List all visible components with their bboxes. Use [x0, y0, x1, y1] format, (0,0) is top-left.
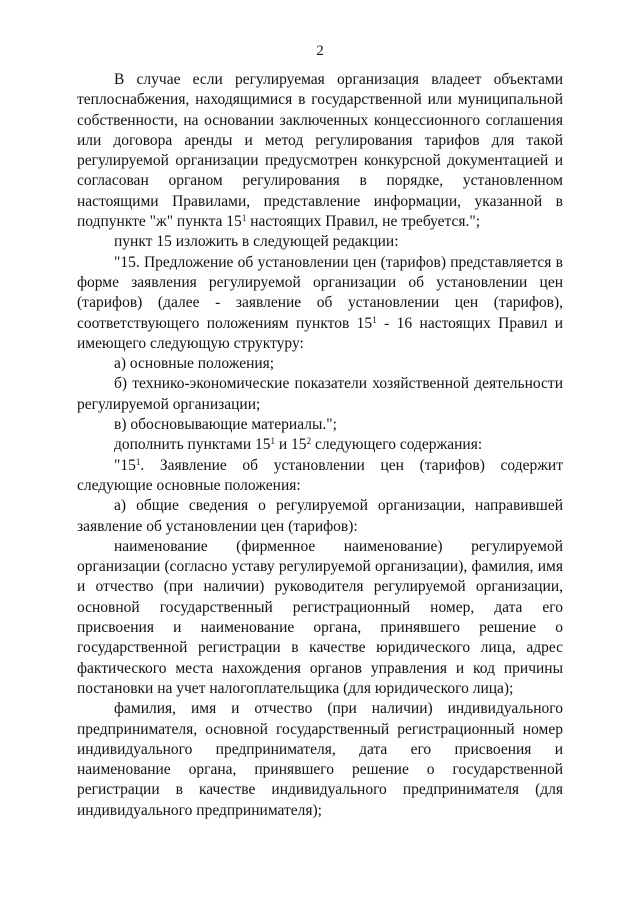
paragraph-subitem-v: в) обосновывающие материалы.";	[114, 416, 337, 434]
paragraph-item-15-1: "$15^1$. Заявление об установлении цен (тарифов) содержит следующие основные положения:	[77, 456, 563, 494]
paragraph-legal-entity: наименование (фирменное наименование) регулируемой организации (согласно уставу регулируемой организации), фамилия, имя и отчество (при наличии) руководителя регулируемой организации, основной государственный регистрационный номер, дата его присвоения и наименование органа, принявшего решение о государственной регистрации в качестве юридического лица, адрес фактического места нахождения органов управления и код причины постановки на учет налогоплательщика (для юридического лица);	[77, 537, 563, 697]
paragraph-add-items: дополнить пунктами $15^1$ и $15^2$ следующего содержания:	[114, 436, 483, 454]
paragraph-item-15-intro: пункт 15 изложить в следующей редакции:	[114, 233, 399, 251]
paragraph-subitem-b: б) технико-экономические показатели хозяйственной деятельности регулируемой организации;	[77, 375, 563, 413]
paragraph-item-15: "15. Предложение об установлении цен (тарифов) представляется в форме заявления регулируемой организации об установлении цен (тарифов) (далее - заявление об установлении цен (тарифов), соответствующего положениям пунктов $15^1 - 16$ настоящих Правил и имеющего следующую структуру:	[77, 253, 563, 352]
paragraph-general-info: а) общие сведения о регулируемой организации, направившей заявление об установлении цен (тарифов):	[77, 497, 563, 535]
paragraph-subitem-a: а) основные положения;	[114, 355, 275, 373]
paragraph-individual-entrepreneur: фамилия, имя и отчество (при наличии) индивидуального предпринимателя, основной государственный регистрационный номер индивидуального предпринимателя, дата его присвоения и наименование органа, принявшего решение о государственной регистрации в качестве индивидуального предпринимателя (для индивидуального предпринимателя);	[77, 700, 563, 819]
page-number: 2	[316, 43, 324, 59]
paragraph-concession-exception: В случае если регулируемая организация владеет объектами теплоснабжения, находящимися в государственной или муниципальной собственности, на основании заключенных концессионного соглашения или договора аренды и метод регулирования тарифов для такой регулируемой организации предусмотрен конкурсной документацией и согласован органом регулирования в порядке, установленном настоящими Правилами, представление информации, указанной в подпункте "ж" пункта $15^1$ настоящих Правил, не требуется.";	[77, 71, 563, 231]
document-body	[77, 70, 563, 821]
